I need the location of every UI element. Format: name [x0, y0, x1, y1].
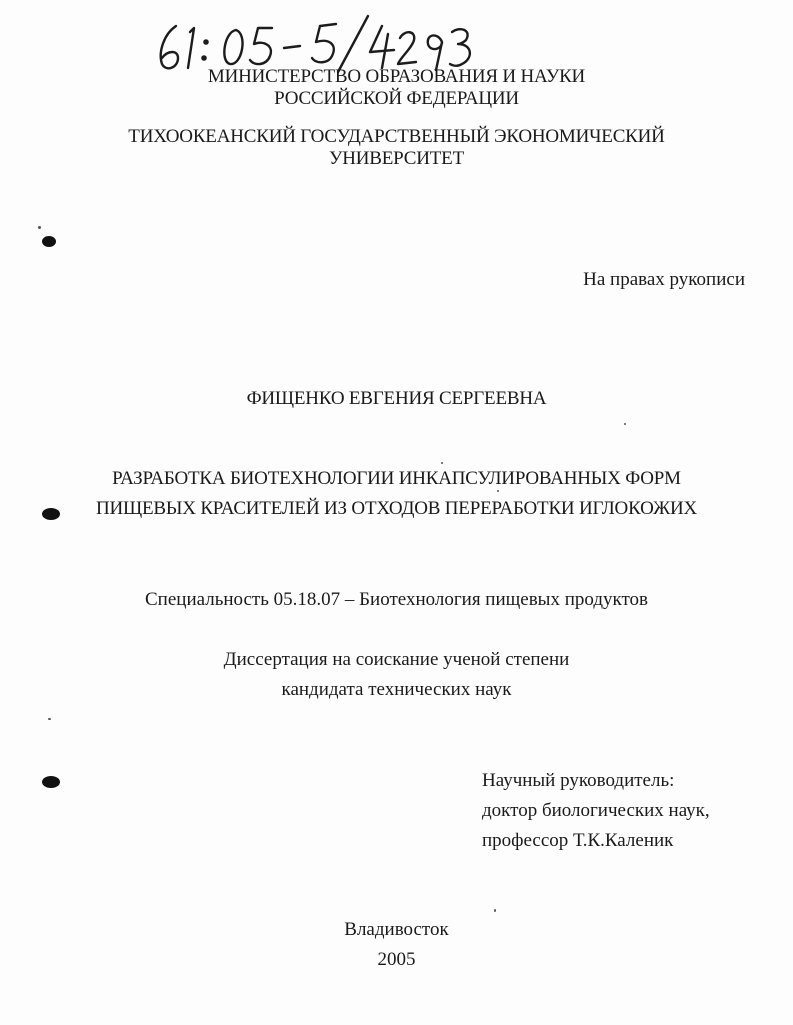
ministry-line-1: МИНИСТЕРСТВО ОБРАЗОВАНИЯ И НАУКИ: [207, 66, 586, 87]
specialty: Специальность 05.18.07 – Биотехнология пищевых продуктов: [145, 589, 648, 610]
scan-speck: [441, 462, 443, 464]
city: Владивосток: [344, 919, 449, 940]
university-line-1: ТИХООКЕАНСКИЙ ГОСУДАРСТВЕННЫЙ ЭКОНОМИЧЕСКИЙ: [128, 126, 665, 147]
scan-speck: [624, 423, 626, 425]
dissertation-line-2: кандидата технических наук: [281, 679, 512, 700]
dissertation-line-1: Диссертация на соискание ученой степени: [223, 649, 570, 670]
title-line-2: ПИЩЕВЫХ КРАСИТЕЛЕЙ ИЗ ОТХОДОВ ПЕРЕРАБОТКИ ИГЛОКОЖИХ: [96, 498, 697, 519]
scan-speck: [48, 718, 51, 720]
manuscript-note: На правах рукописи: [583, 269, 745, 290]
scan-mark: [42, 776, 60, 788]
scan-speck: [497, 490, 499, 492]
author-name: ФИЩЕНКО ЕВГЕНИЯ СЕРГЕЕВНА: [246, 388, 547, 409]
supervisor-name: профессор Т.К.Каленик: [482, 830, 674, 851]
ministry-line-2: РОССИЙСКОЙ ФЕДЕРАЦИИ: [274, 88, 519, 109]
title-line-1: РАЗРАБОТКА БИОТЕХНОЛОГИИ ИНКАПСУЛИРОВАННЫХ ФОРМ: [112, 468, 681, 489]
scan-speck: [38, 226, 41, 229]
year: 2005: [377, 949, 416, 970]
scan-mark: [42, 236, 56, 247]
university-line-2: УНИВЕРСИТЕТ: [329, 148, 464, 169]
supervisor-label: Научный руководитель:: [482, 770, 675, 791]
supervisor-degree: доктор биологических наук,: [482, 800, 710, 821]
scan-speck: [494, 909, 496, 912]
scan-mark: [42, 508, 60, 520]
